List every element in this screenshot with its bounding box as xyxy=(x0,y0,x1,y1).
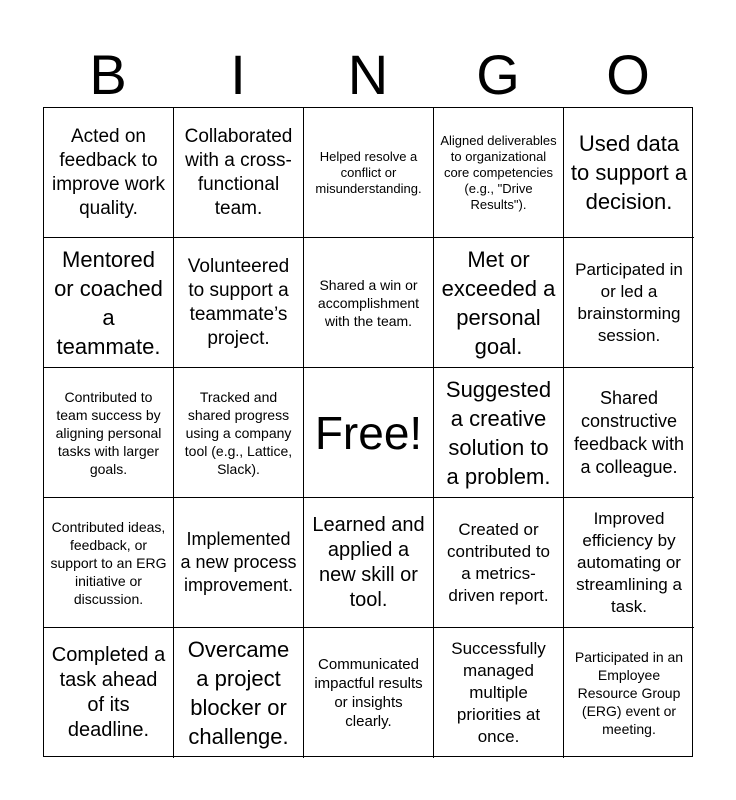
bingo-cell xyxy=(564,628,694,758)
bingo-cell xyxy=(434,108,564,238)
cell-text: Used data to support a decision. xyxy=(570,131,688,214)
bingo-cell xyxy=(44,368,174,498)
cell-text: Created or contributed to a metrics-driven report. xyxy=(446,519,550,605)
header-letter-b: B xyxy=(89,43,127,106)
free-space-cell xyxy=(304,368,434,498)
header-letter-o: O xyxy=(606,43,650,106)
cell-text: Participated in an Employee Resource Group (ERG) event or meeting. xyxy=(574,649,684,737)
bingo-cell xyxy=(564,368,694,498)
bingo-cell xyxy=(564,238,694,368)
bingo-cell xyxy=(174,628,304,758)
free-space-text: Free! xyxy=(314,406,423,459)
bingo-cell xyxy=(174,498,304,628)
bingo-header xyxy=(43,43,693,106)
cell-text: Learned and applied a new skill or tool. xyxy=(312,513,425,611)
bingo-cell xyxy=(304,628,434,758)
bingo-cell xyxy=(564,108,694,238)
cell-text: Contributed to team success by aligning personal tasks with larger goals. xyxy=(55,388,162,477)
bingo-cell xyxy=(564,498,694,628)
cell-text: Aligned deliverables to organizational core competencies (e.g., "Drive Results"). xyxy=(440,132,557,212)
header-letter-i: I xyxy=(230,43,246,106)
cell-text: Tracked and shared progress using a company tool (e.g., Lattice, Slack). xyxy=(184,388,293,477)
header-letter-n: N xyxy=(347,43,389,106)
cell-text: Contributed ideas, feedback, or support to an ERG initiative or discussion. xyxy=(50,518,167,607)
bingo-board xyxy=(43,107,693,757)
bingo-cell xyxy=(44,238,174,368)
bingo-cell xyxy=(434,628,564,758)
bingo-cell xyxy=(44,108,174,238)
cell-text: Mentored or coached a teammate. xyxy=(54,246,163,359)
bingo-cell xyxy=(304,108,434,238)
cell-text: Collaborated with a cross-functional team. xyxy=(184,125,293,219)
cell-text: Shared constructive feedback with a colleague. xyxy=(573,387,685,477)
bingo-cell xyxy=(174,238,304,368)
cell-text: Met or exceeded a personal goal. xyxy=(441,246,556,359)
cell-text: Helped resolve a conflict or misunderstanding. xyxy=(315,148,422,196)
cell-text: Volunteered to support a teammate’s project. xyxy=(187,255,290,349)
bingo-cell xyxy=(434,238,564,368)
cell-text: Suggested a creative solution to a problem. xyxy=(445,376,552,489)
header-letter-g: G xyxy=(476,43,520,106)
bingo-cell xyxy=(434,498,564,628)
bingo-cell xyxy=(174,108,304,238)
cell-text: Communicated impactful results or insights clearly. xyxy=(314,656,423,730)
bingo-cell xyxy=(174,368,304,498)
bingo-cell xyxy=(44,498,174,628)
bingo-cell xyxy=(304,238,434,368)
bingo-cell xyxy=(44,628,174,758)
cell-text: Improved efficiency by automating or streamlining a task. xyxy=(576,508,682,616)
cell-text: Overcame a project blocker or challenge. xyxy=(187,637,290,749)
bingo-cell xyxy=(434,368,564,498)
bingo-cell xyxy=(304,498,434,628)
cell-text: Participated in or led a brainstorming session. xyxy=(575,259,683,345)
cell-text: Completed a task ahead of its deadline. xyxy=(51,644,166,741)
cell-text: Successfully managed multiple priorities at once. xyxy=(451,639,546,746)
cell-text: Implemented a new process improvement. xyxy=(180,529,297,595)
cell-text: Shared a win or accomplishment with the team. xyxy=(317,276,420,329)
cell-text: Acted on feedback to improve work quality. xyxy=(52,125,165,219)
